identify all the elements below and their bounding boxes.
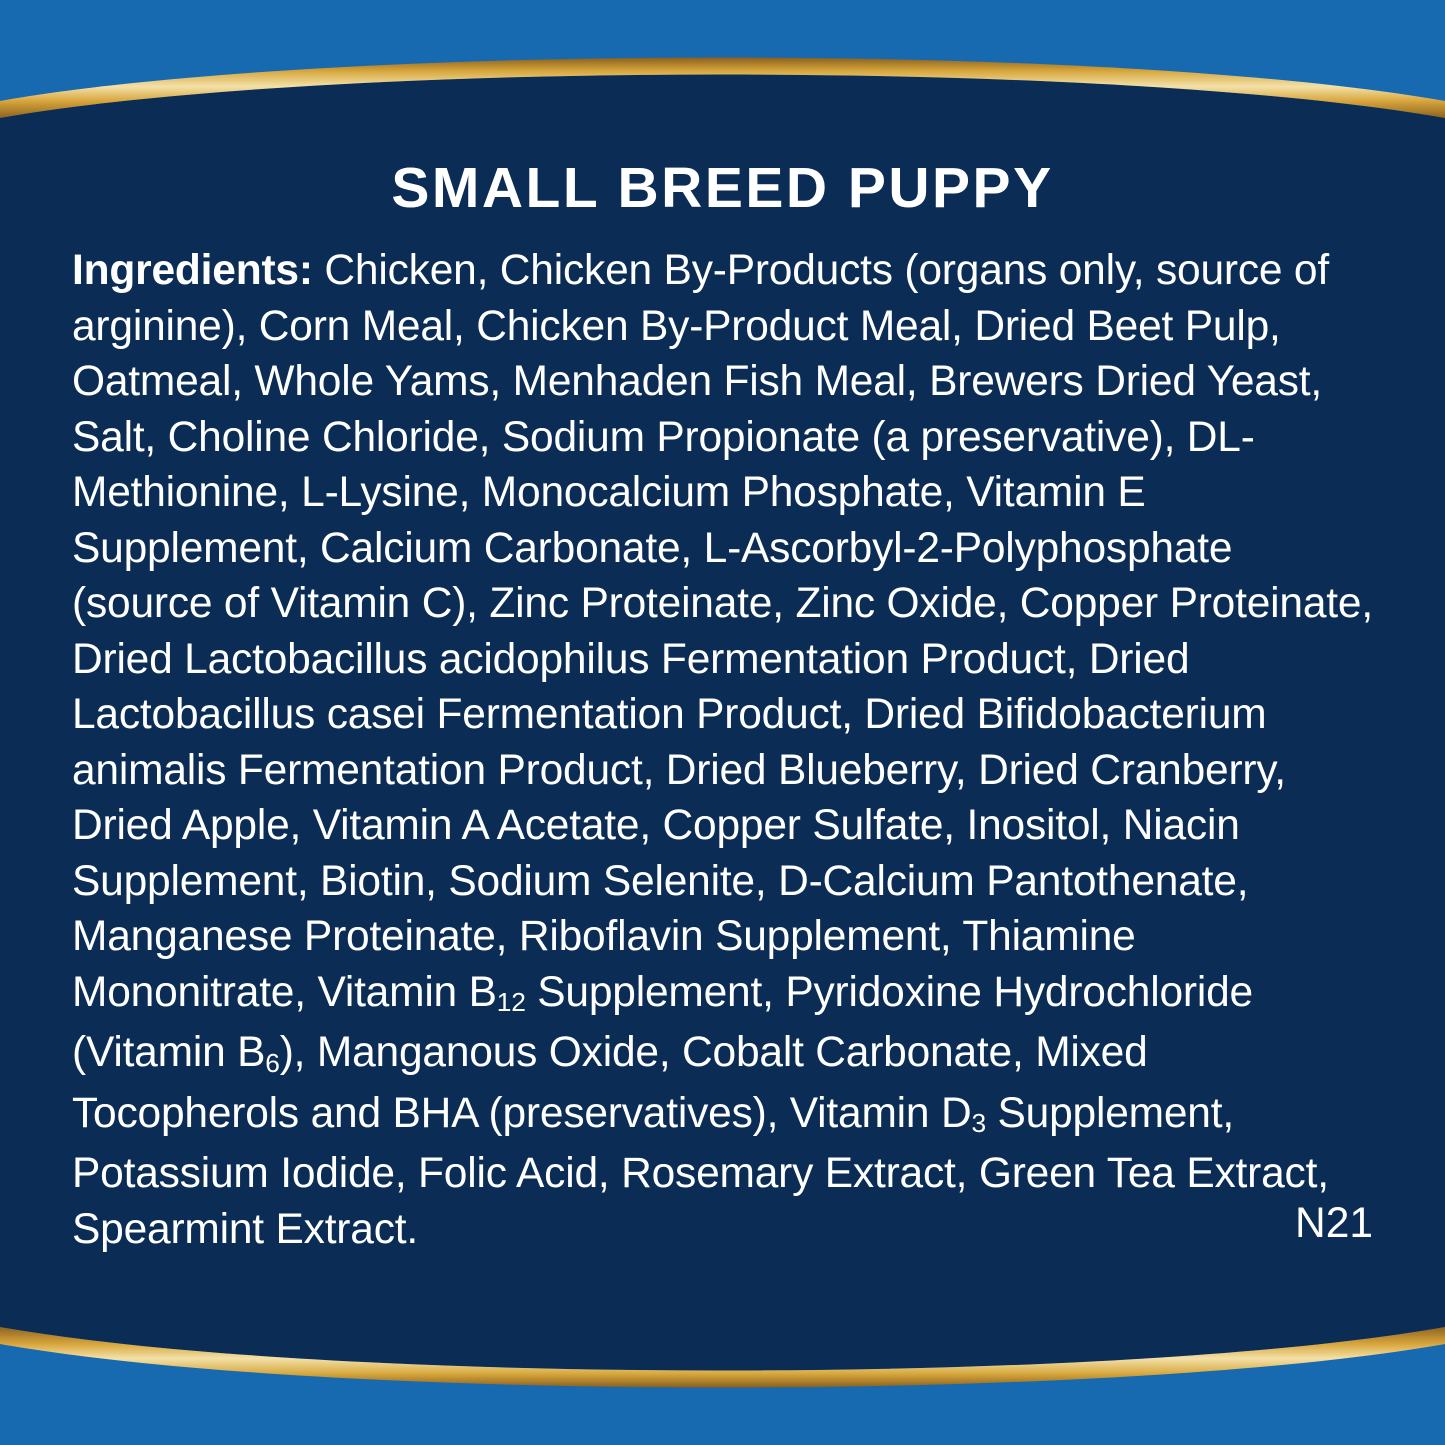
ingredients-text-2: Supplement, Pyridoxine Hydrochloride (Vitamin B (72, 968, 1253, 1076)
ingredients-heading: Ingredients: (72, 247, 313, 294)
page-title: SMALL BREED PUPPY (391, 156, 1054, 220)
batch-code: N21 (1295, 1200, 1373, 1247)
subscript-d3: 3 (971, 1108, 986, 1139)
subscript-b12: 12 (496, 987, 526, 1018)
ingredients-paragraph (72, 243, 1373, 1257)
ingredients-text-1: Chicken, Chicken By-Products (organs only, source of arginine), Corn Meal, Chicken By-Product Meal, Dried Beet Pulp, Oatmeal, Whole Yams, Menhaden Fish Meal, Brewers Dried Yeast, Salt, Choline Chloride, Sodium Propionate (a preservative), DL-Methionine, L-Lysine, Monocalcium Phosphate, Vitamin E Supplement, Calcium Carbonate, L-Ascorbyl-2-Polyphosphate (source of Vitamin C), Zinc Proteinate, Zinc Oxide, Copper Proteinate, Dried Lactobacillus acidophilus Fermentation Product, Dried Lactobacillus casei Fermentation Product, Dried Bifidobacterium animalis Fermentation Product, Dried Blueberry, Dried Cranberry, Dried Apple, Vitamin A Acetate, Copper Sulfate, Inositol, Niacin Supplement, Biotin, Sodium Selenite, D-Calcium Pantothenate, Manganese Proteinate, Riboflavin Supplement, Thiamine Mononitrate, Vitamin B (72, 247, 1373, 1016)
ingredients-text-3: ), Manganous Oxide, Cobalt Carbonate, Mixed Tocopherols and BHA (preservatives), Vitamin D (72, 1029, 1148, 1137)
subscript-b6: 6 (265, 1047, 280, 1078)
ingredients-text-4: Supplement, Potassium Iodide, Folic Acid, Rosemary Extract, Green Tea Extract, Spearmint Extract. (72, 1089, 1329, 1253)
